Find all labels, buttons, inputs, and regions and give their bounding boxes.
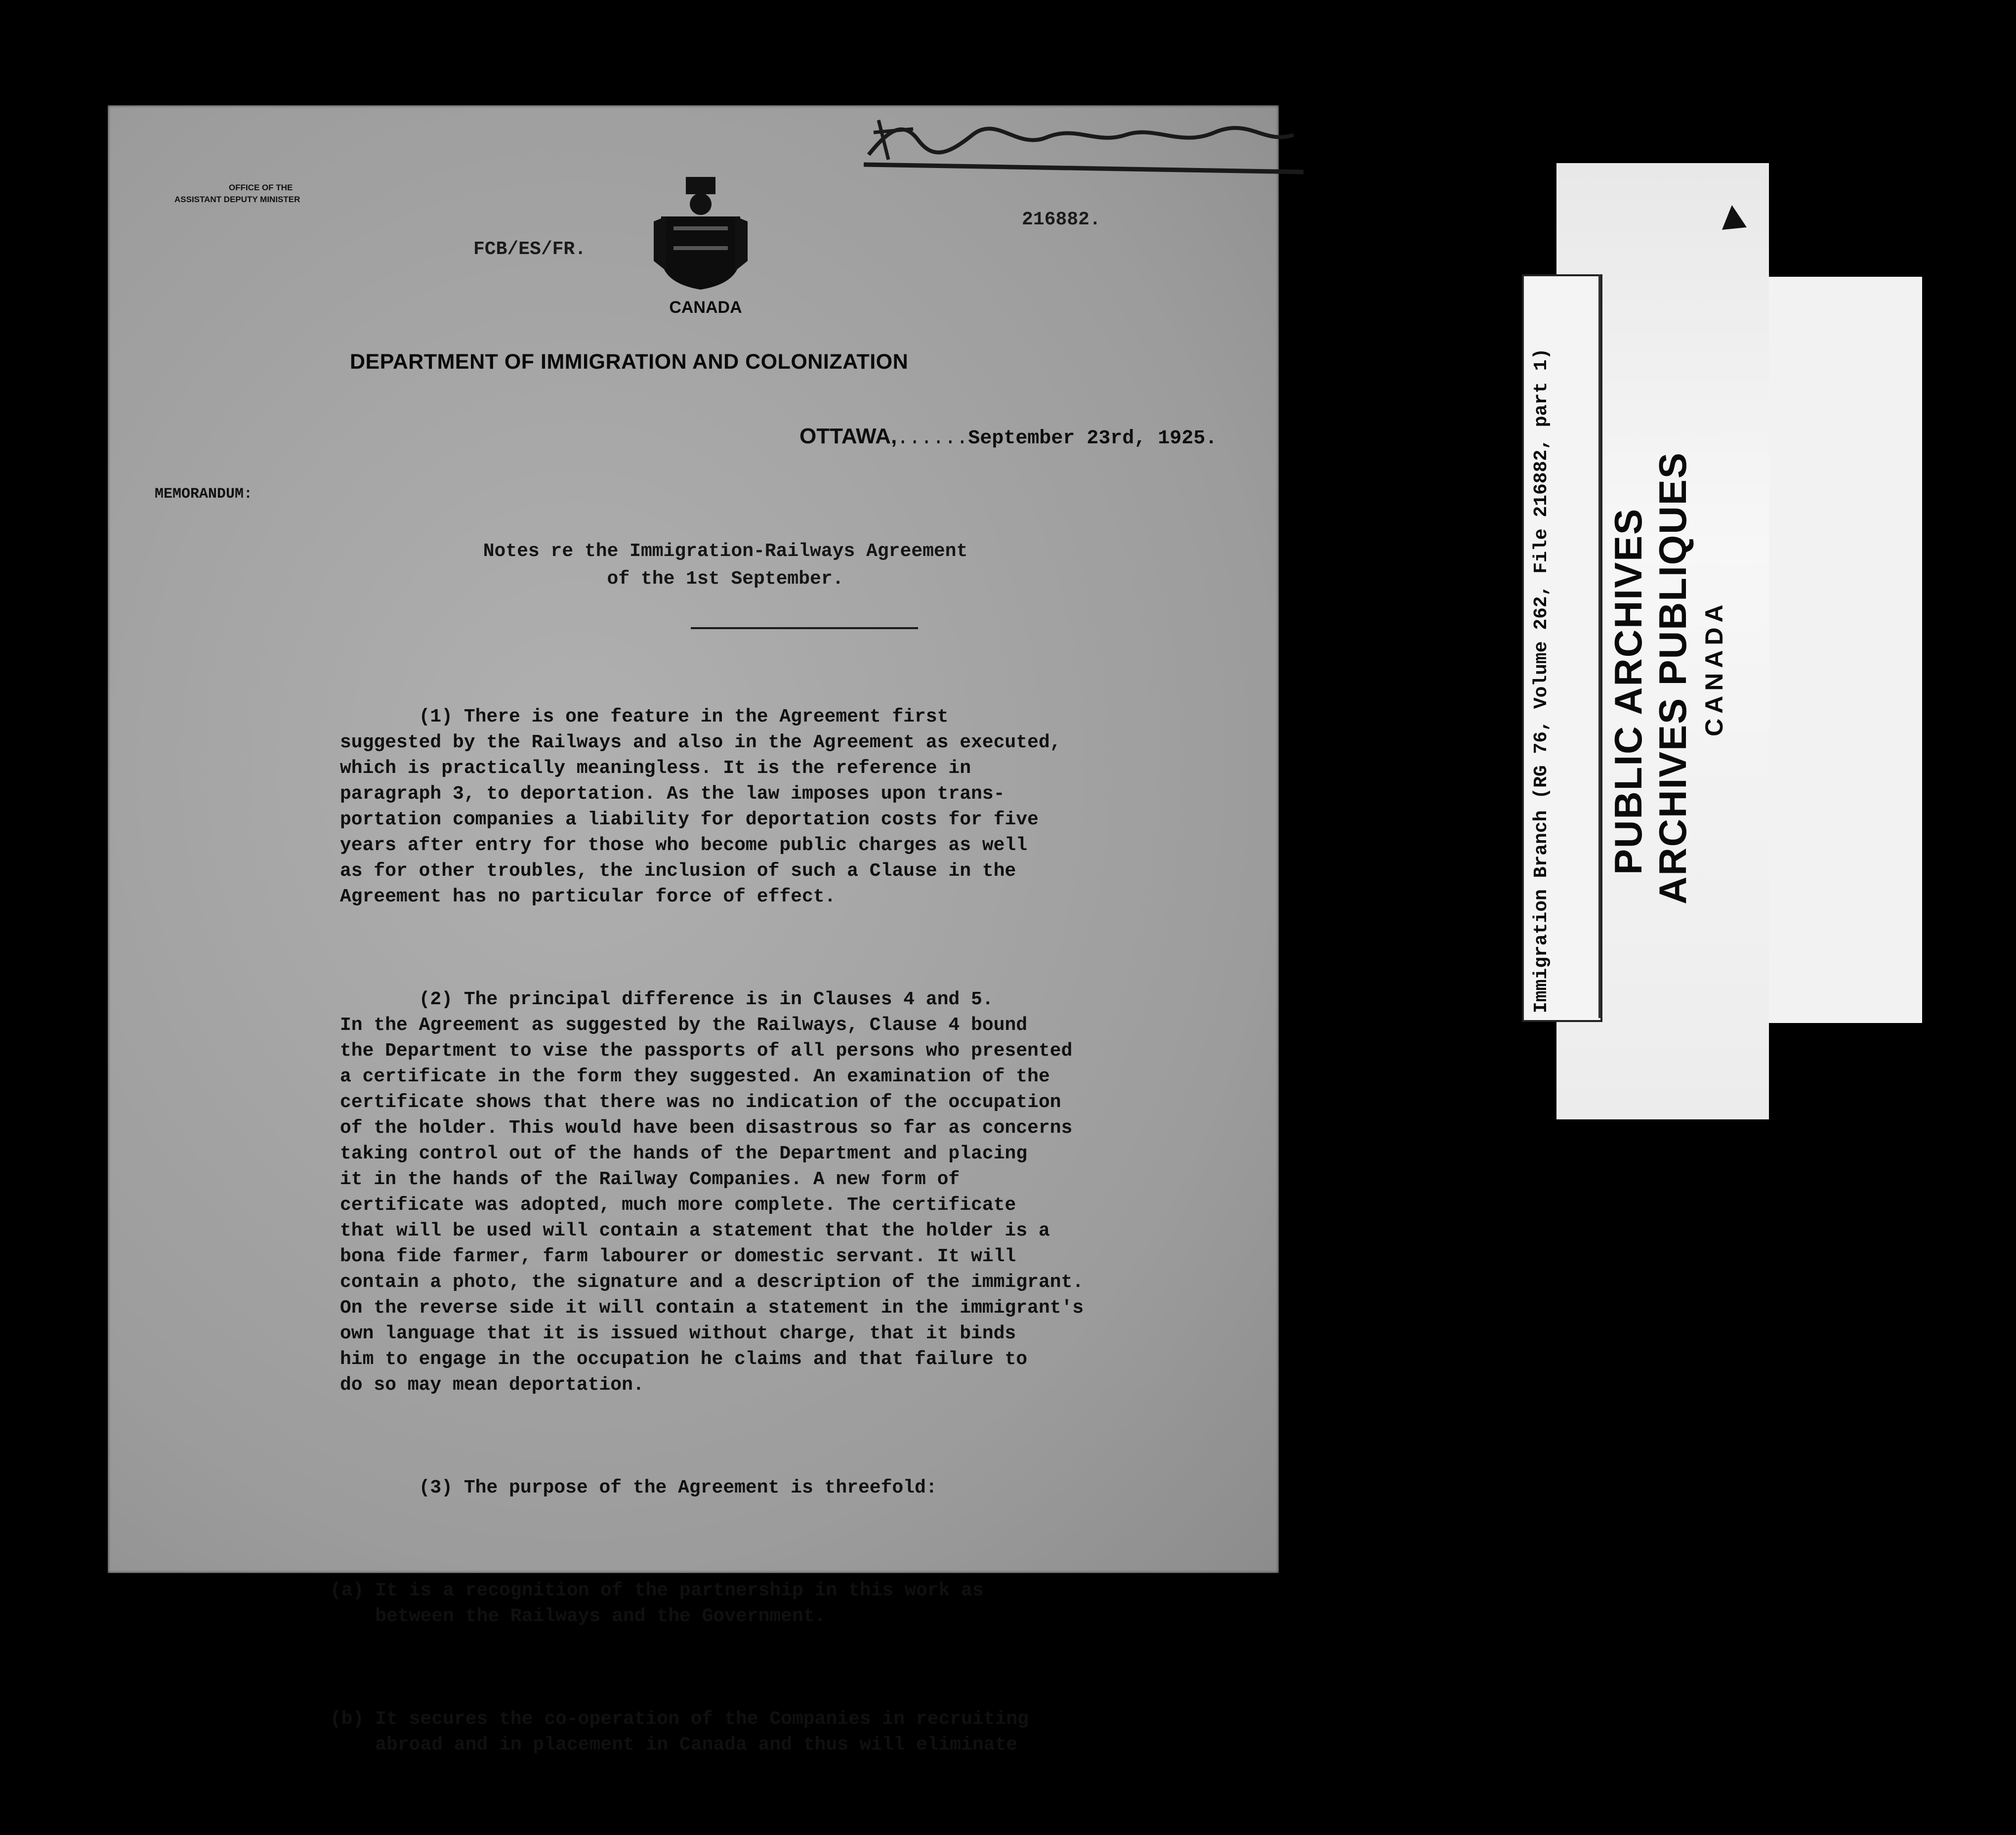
date-line: OTTAWA,......September 23rd, 1925. xyxy=(799,424,1218,450)
office-label-line1: OFFICE OF THE xyxy=(229,183,293,192)
city: OTTAWA, xyxy=(799,424,897,448)
handwritten-note xyxy=(859,110,1313,174)
department-heading: DEPARTMENT OF IMMIGRATION AND COLONIZATION xyxy=(350,350,909,374)
subject-line2: of the 1st September. xyxy=(607,568,844,590)
date: September 23rd, 1925. xyxy=(968,427,1218,450)
paragraph-b: (b) It secures the co-operation of the Companies in recruiting abroad and in placement in Canada and thus will eliminate xyxy=(330,1708,1029,1755)
archive-line-1: PUBLIC ARCHIVES xyxy=(1606,508,1650,875)
canada-crest-icon xyxy=(651,177,750,291)
reference-initials: FCB/ES/FR. xyxy=(473,239,587,260)
archive-line-3: CANADA xyxy=(1700,599,1728,736)
divider xyxy=(691,627,918,629)
memo-body xyxy=(330,653,1229,1835)
archive-reference: Immigration Branch (RG 76, Volume 262, File 216882, part 1) xyxy=(1531,348,1552,1013)
archive-card-flap xyxy=(1769,277,1922,1023)
memo-page xyxy=(108,105,1279,1755)
subject xyxy=(454,538,997,593)
memo-heading: MEMORANDUM: xyxy=(155,486,253,503)
paragraph-3: (3) The purpose of the Agreement is threefold: xyxy=(340,1477,937,1498)
office-label-line2: ASSISTANT DEPUTY MINISTER xyxy=(174,195,300,204)
crest-label: CANADA xyxy=(669,298,742,317)
office-label xyxy=(174,182,323,206)
subject-line1: Notes re the Immigration-Railways Agreement xyxy=(483,541,968,562)
corner-mark-icon xyxy=(1720,203,1749,232)
file-number: 216882. xyxy=(1022,209,1101,230)
archive-line-2: ARCHIVES PUBLIQUES xyxy=(1651,452,1694,904)
paragraph-1: (1) There is one feature in the Agreement first suggested by the Railways and also in the Agreement as executed, which is practically meaningless. It is the reference in paragraph 3, to deportation. As the law imposes upon trans- portation companies a liability for deportation costs for five years after entry for those who become public charges as well as for other troubles, the inclusion of such a Clause in the Agreement has no particular force of effect. xyxy=(340,706,1061,907)
paragraph-a: (a) It is a recognition of the partnership in this work as between the Railways and the Government. xyxy=(330,1580,984,1627)
paragraph-2: (2) The principal difference is in Clauses 4 and 5. In the Agreement as suggested by the Railways, Clause 4 bound the Department to vise the passports of all persons who presented a certificate in the form they suggested. An examination of the certificate shows that there was no indication of the occupation of the holder. This would have been disastrous so far as concerns taking control out of the hands of the Department and placing it in the hands of the Railway Companies. A new form of certificate was adopted, much more complete. The certificate that will be used will contain a statement that the holder is a bona fide farmer, farm labourer or domestic servant. It will contain a photo, the signature and a description of the immigrant. On the reverse side it will contain a statement in the immigrant's own language that it is issued without charge, that it binds him to engage in the occupation he claims and that failure to do so may mean deportation. xyxy=(340,989,1084,1396)
